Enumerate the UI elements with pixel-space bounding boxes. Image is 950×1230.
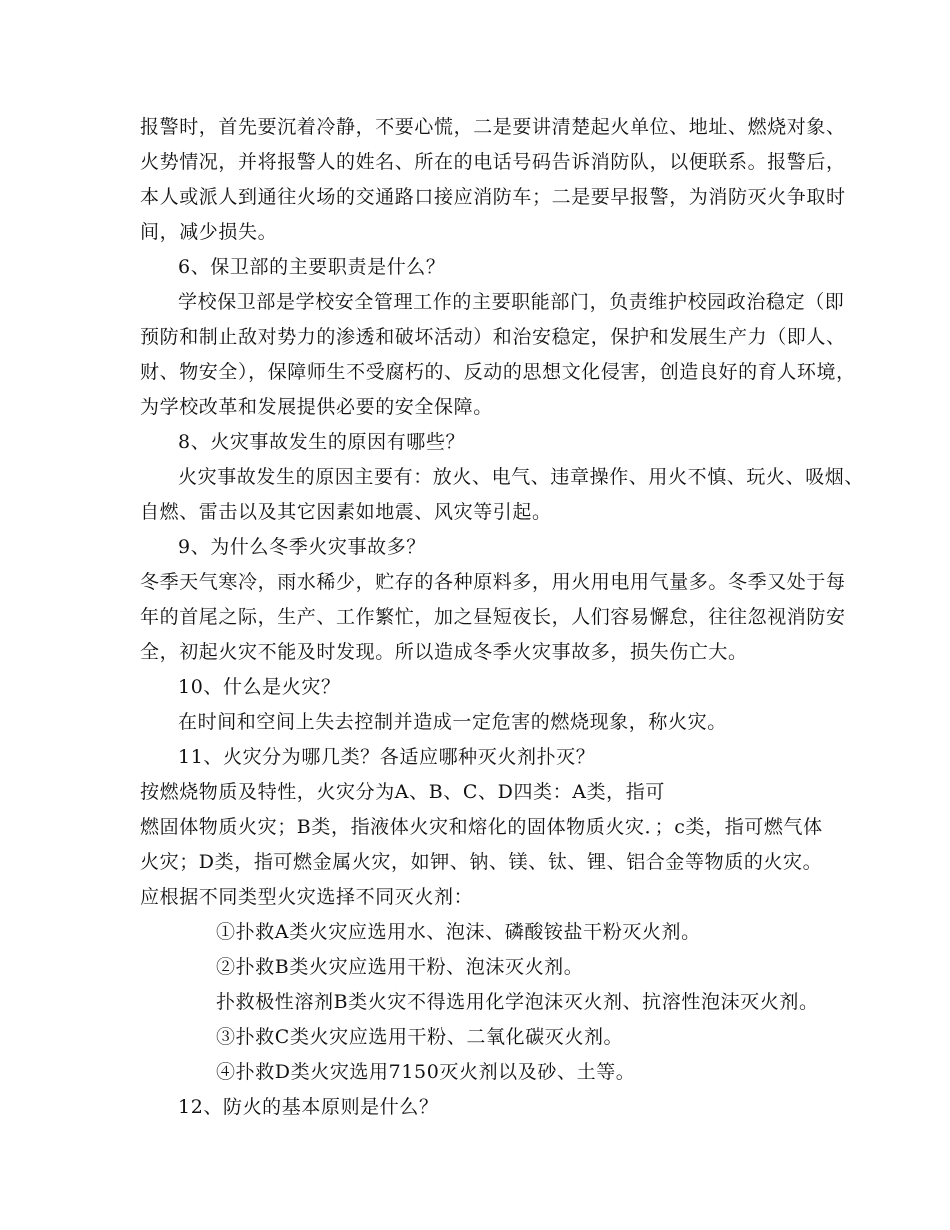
text-line: 为学校改革和发展提供必要的安全保障。 (140, 396, 493, 418)
text-line: 自燃、雷击以及其它因素如地震、风灾等引起。 (140, 501, 552, 523)
list-item: ①扑救A类火灾应选用水、泡沫、磷酸铵盐干粉灭火剂。 (216, 921, 701, 943)
list-item: 扑救极性溶剂B类火灾不得选用化学泡沫灭火剂、抗溶性泡沫灭火剂。 (216, 991, 819, 1013)
text-line: 应根据不同类型火灾选择不同灭火剂： (140, 886, 474, 908)
text-line: 火灾事故发生的原因主要有：放火、电气、违章操作、用火不慎、玩火、吸烟、 (178, 466, 865, 488)
section-heading: 11、火灾分为哪几类？各适应哪种灭火剂扑灭？ (178, 746, 596, 768)
text-line: 火灾；D类，指可燃金属火灾，如钾、钠、镁、钛、锂、铝合金等物质的火灾。 (140, 851, 823, 873)
text-line: 学校保卫部是学校安全管理工作的主要职能部门，负责维护校园政治稳定（即 (178, 291, 845, 313)
text-line: 冬季天气寒冷，雨水稀少，贮存的各种原料多，用火用电用气量多。冬季又处于每 (140, 571, 846, 593)
text-line: 预防和制止敌对势力的渗透和破坏活动）和治安稳定，保护和发展生产力（即人、 (140, 326, 846, 348)
text-line: 全，初起火灾不能及时发现。所以造成冬季火灾事故多，损失伤亡大。 (140, 641, 748, 663)
section-heading: 9、为什么冬季火灾事故多？ (178, 536, 426, 558)
section-heading: 8、火灾事故发生的原因有哪些？ (178, 431, 466, 453)
section-heading: 10、什么是火灾？ (178, 676, 341, 698)
text-line: 本人或派人到通往火场的交通路口接应消防车；二是要早报警，为消防灭火争取时 (140, 186, 846, 208)
list-item: ②扑救B类火灾应选用干粉、泡沫灭火剂。 (216, 956, 584, 978)
text-line: 报警时，首先要沉着冷静，不要心慌，二是要讲清楚起火单位、地址、燃烧对象、 (140, 116, 846, 138)
section-heading: 6、保卫部的主要职责是什么？ (178, 256, 446, 278)
list-item: ④扑救D类火灾选用7150灭火剂以及砂、土等。 (216, 1061, 636, 1083)
text-line: 火势情况，并将报警人的姓名、所在的电话号码告诉消防队，以便联系。报警后， (140, 151, 846, 173)
text-line: 财、物安全），保障师生不受腐朽的、反动的思想文化侵害，创造良好的育人环境， (140, 361, 856, 383)
text-line: 年的首尾之际，生产、工作繁忙，加之昼短夜长，人们容易懈怠，往往忽视消防安 (140, 606, 846, 628)
text-line: 间，减少损失。 (140, 221, 278, 243)
text-line: 在时间和空间上失去控制并造成一定危害的燃烧现象，称火灾。 (178, 711, 727, 733)
section-heading: 12、防火的基本原则是什么？ (178, 1096, 439, 1118)
text-line: 燃固体物质火灾；B类，指液体火灾和熔化的固体物质火灾．；c类，指可燃气体 (140, 816, 823, 838)
text-line: 按燃烧物质及特性，火灾分为A、B、C、D四类：A类，指可 (140, 781, 665, 803)
list-item: ③扑救C类火灾应选用干粉、二氧化碳灭火剂。 (216, 1026, 624, 1048)
